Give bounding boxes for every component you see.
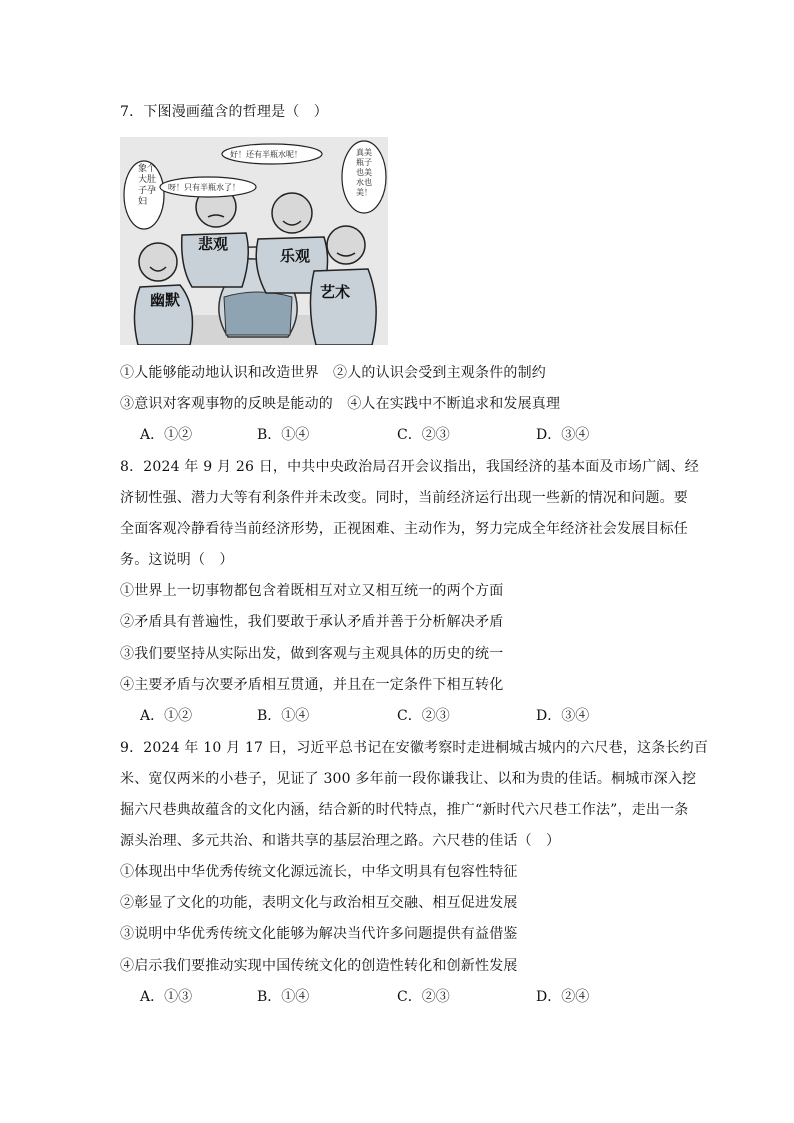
q7-option-c[interactable]: C．②③ bbox=[397, 427, 450, 443]
q9-item-4: ④启示我们要推动实现中国传统文化的创造性转化和创新性发展 bbox=[120, 958, 518, 974]
bubble-right-text: 真美瓶子也美水也美！ bbox=[356, 148, 372, 197]
q8-option-c[interactable]: C．②③ bbox=[397, 708, 450, 724]
q7-cartoon-image bbox=[120, 137, 388, 345]
q8-item-2: ②矛盾具有普遍性，我们要敢于承认矛盾并善于分析解决矛盾 bbox=[120, 614, 504, 630]
q9-item-2: ②彰显了文化的功能，表明文化与政治相互交融、相互促进发展 bbox=[120, 895, 518, 911]
q8-stem-line-3: 全面客观冷静看待当前经济形势，正视困难、主动作为，努力完成全年经济社会发展目标任 bbox=[120, 521, 688, 537]
q7-stem: 7．下图漫画蕴含的哲理是（ ） bbox=[120, 104, 328, 120]
bubble-left-text: 象个大肚子孕妇 bbox=[138, 164, 157, 207]
q9-options bbox=[120, 988, 680, 1006]
q8-item-1: ①世界上一切事物都包含着既相互对立又相互统一的两个方面 bbox=[120, 583, 504, 599]
q9-stem-line-1: 9．2024 年 10 月 17 日，习近平总书记在安徽考察时走进桐城古城内的六尺巷，这条长约百 bbox=[120, 740, 709, 756]
bubble-mid-right-text: 好！还有半瓶水呢！ bbox=[230, 150, 302, 159]
q7-options bbox=[120, 426, 680, 444]
bubble-mid-left-text: 呀！只有半瓶水了！ bbox=[168, 183, 240, 192]
label-optimistic: 乐观 bbox=[280, 247, 311, 265]
q7-item-line-2: ③意识对客观事物的反映是能动的 ④人在实践中不断追求和发展真理 bbox=[120, 396, 561, 412]
q8-stem-line-4: 务。这说明（ ） bbox=[120, 552, 234, 568]
q7-option-a[interactable]: A．①② bbox=[140, 427, 193, 443]
q7-item-line-1: ①人能够能动地认识和改造世界 ②人的认识会受到主观条件的制约 bbox=[120, 365, 546, 381]
q9-item-3: ③说明中华优秀传统文化能够为解决当代许多问题提供有益借鉴 bbox=[120, 926, 518, 942]
q8-options bbox=[120, 707, 680, 725]
q8-option-b[interactable]: B．①④ bbox=[257, 708, 310, 724]
q7-option-d[interactable]: D．③④ bbox=[536, 427, 590, 443]
q9-stem-line-3: 掘六尺巷典故蕴含的文化内涵，结合新的时代特点，推广“新时代六尺巷工作法”，走出一条 bbox=[120, 802, 689, 818]
label-humor: 幽默 bbox=[150, 291, 181, 309]
q8-item-4: ④主要矛盾与次要矛盾相互贯通，并且在一定条件下相互转化 bbox=[120, 677, 504, 693]
q8-stem-line-1: 8．2024 年 9 月 26 日，中共中央政治局召开会议指出，我国经济的基本面及市场广阔、经 bbox=[120, 459, 699, 475]
q9-option-c[interactable]: C．②③ bbox=[397, 989, 450, 1005]
q9-option-d[interactable]: D．②④ bbox=[536, 989, 590, 1005]
q8-stem-line-2: 济韧性强、潜力大等有利条件并未改变。同时，当前经济运行出现一些新的情况和问题。要 bbox=[120, 490, 688, 506]
label-art: 艺术 bbox=[320, 283, 351, 301]
q8-option-a[interactable]: A．①② bbox=[140, 708, 193, 724]
q9-stem-line-4: 源头治理、多元共治、和谐共享的基层治理之路。六尺巷的佳话（ ） bbox=[120, 833, 561, 849]
q9-option-a[interactable]: A．①③ bbox=[140, 989, 193, 1005]
q9-item-1: ①体现出中华优秀传统文化源远流长，中华文明具有包容性特征 bbox=[120, 864, 518, 880]
q7-option-b[interactable]: B．①④ bbox=[257, 427, 310, 443]
q9-option-b[interactable]: B．①④ bbox=[257, 989, 310, 1005]
q9-stem-line-2: 米、宽仅两米的小巷子，见证了 300 多年前一段你谦我让、以和为贵的佳话。桐城市深入挖 bbox=[120, 771, 697, 787]
label-pessimistic: 悲观 bbox=[198, 235, 229, 253]
q8-item-3: ③我们要坚持从实际出发，做到客观与主观具体的历史的统一 bbox=[120, 646, 504, 662]
q8-option-d[interactable]: D．③④ bbox=[536, 708, 590, 724]
